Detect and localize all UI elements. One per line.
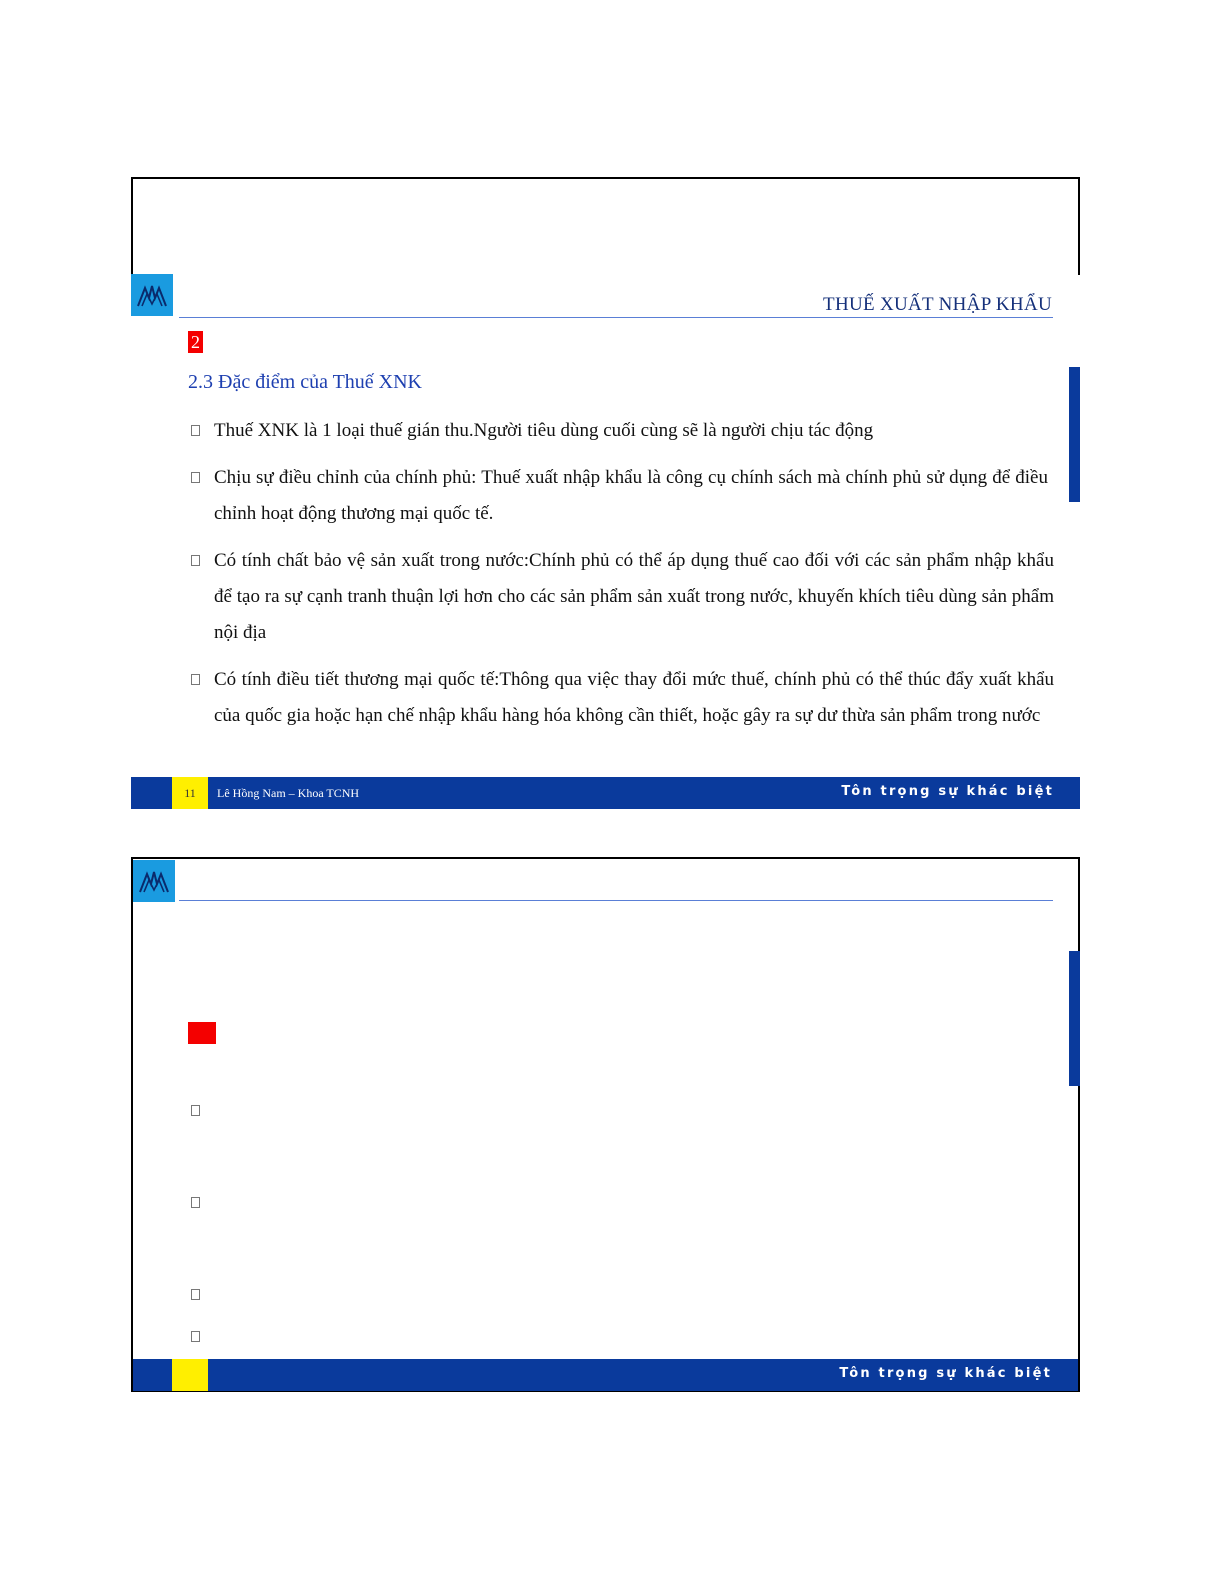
footer-slogan: Tôn trọng sự khác biệt xyxy=(841,784,1054,799)
slide-1 xyxy=(131,177,1080,809)
footer-author: Lê Hồng Nam – Khoa TCNH xyxy=(217,786,360,800)
page-number: 11 xyxy=(172,777,208,809)
bullet-box-icon xyxy=(191,1289,200,1300)
title-underline xyxy=(179,317,1053,318)
slide-2-footer xyxy=(133,1359,1078,1391)
bullet-box-icon xyxy=(191,472,200,483)
side-accent-bar xyxy=(1069,951,1080,1086)
bullet-item-2: Chịu sự điều chỉnh của chính phủ: Thuế xuất nhập khẩu là công cụ chính sách mà chính phủ sử dụng để điều chỉnh hoạt động thương mại quốc tế. xyxy=(214,467,1048,524)
bullet-box-icon xyxy=(191,1105,200,1116)
slide-2 xyxy=(131,857,1080,1392)
side-accent-bar xyxy=(1069,367,1080,502)
footer-slogan: Tôn trọng sự khác biệt xyxy=(839,1366,1052,1381)
section-number-block xyxy=(188,1022,216,1044)
bullet-box-icon xyxy=(191,555,200,566)
bullet-box-icon xyxy=(191,425,200,436)
bullet-item-3: Có tính chất bảo vệ sản xuất trong nước:Chính phủ có thể áp dụng thuế cao đối với các sản phẩm nhập khẩu để tạo ra sự cạnh tranh thuận lợi hơn cho các sản phẩm sản xuất trong nước, khuyến khích tiêu dùng sản phẩm nội địa xyxy=(214,550,1054,643)
title-underline xyxy=(179,900,1053,901)
logo-mountain-icon xyxy=(133,860,175,902)
slide-1-frame xyxy=(131,177,1080,275)
bullet-item-4: Có tính điều tiết thương mại quốc tế:Thông qua việc thay đổi mức thuế, chính phủ có thể thúc đẩy xuất khẩu của quốc gia hoặc hạn chế nhập khẩu hàng hóa không cần thiết, hoặc gây ra sự dư thừa sản phẩm trong nước xyxy=(214,669,1054,726)
page-title: THUẾ XUẤT NHẬP KHẨU xyxy=(823,294,1052,315)
bullet-box-icon xyxy=(191,674,200,685)
bullet-box-icon xyxy=(191,1331,200,1342)
logo-mountain-icon xyxy=(131,274,173,316)
bullet-item-1: Thuế XNK là 1 loại thuế gián thu.Người tiêu dùng cuối cùng sẽ là người chịu tác động xyxy=(214,420,874,441)
section-number: 2 xyxy=(188,331,203,353)
slide-1-footer xyxy=(131,777,1080,809)
bullet-box-icon xyxy=(191,1197,200,1208)
page-number-blank xyxy=(172,1359,208,1391)
section-subheading: 2.3 Đặc điểm của Thuế XNK xyxy=(188,371,423,393)
